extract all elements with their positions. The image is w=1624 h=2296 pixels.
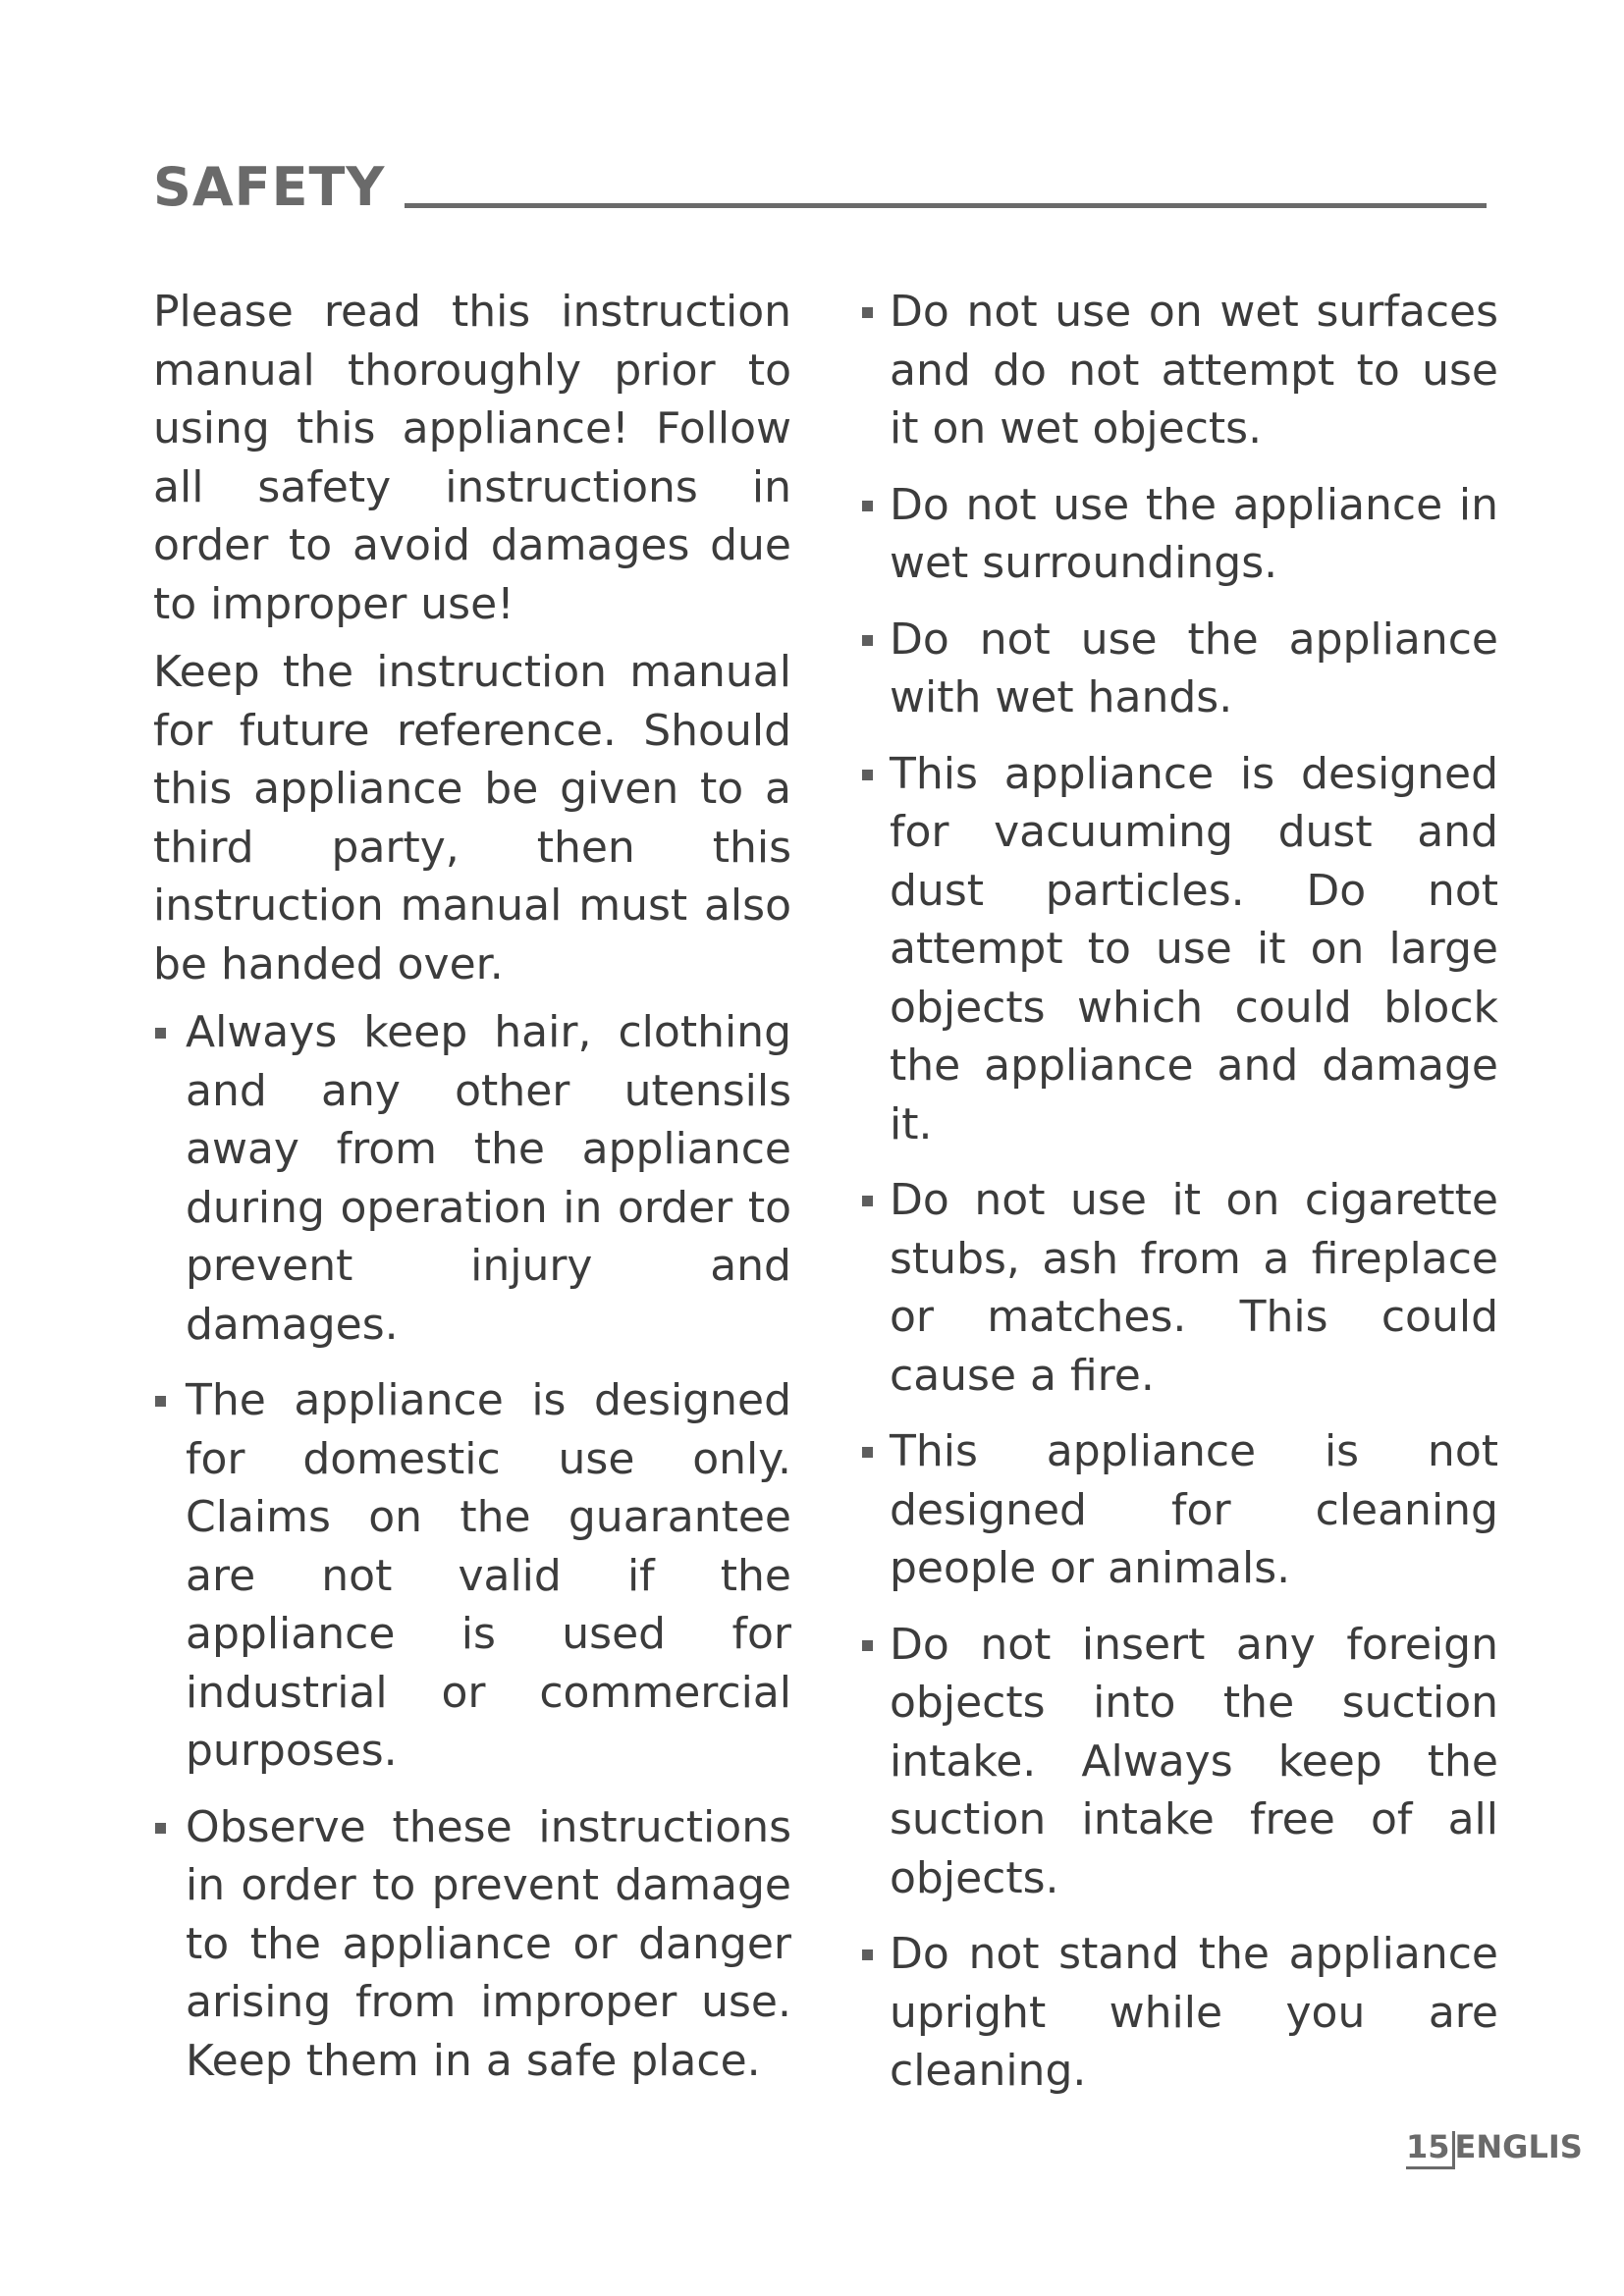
bullet-square-icon <box>862 1196 873 1206</box>
list-item-text: Do not insert any foreign objects into the suction intake. Always keep the suction intake free of all objects. <box>890 1619 1498 1903</box>
bullet-square-icon <box>862 1640 873 1651</box>
language-label: ENGLIS <box>1454 2127 1583 2165</box>
list-item-text: Do not use the appliance with wet hands. <box>890 614 1498 722</box>
bullet-square-icon <box>862 1949 873 1960</box>
list-item-text: Observe these instructions in order to prevent damage to the appliance or danger arising from improper use. Keep them in a safe place. <box>186 1801 791 2086</box>
page-footer <box>1406 2120 1583 2179</box>
bullet-square-icon <box>155 1396 166 1407</box>
bullet-square-icon <box>862 770 873 780</box>
left-column <box>153 283 791 2108</box>
page-title: SAFETY <box>153 156 386 218</box>
list-item <box>860 611 1498 727</box>
list-item-text: Always keep hair, clothing and any other utensils away from the appliance during operation in order to prevent injury and damages. <box>186 1007 791 1350</box>
list-item-text: Do not use on wet surfaces and do not attempt to use it on wet objects. <box>890 287 1498 454</box>
list-item <box>860 745 1498 1154</box>
intro-paragraph: Keep the instruction manual for future reference. Should this appliance be given to a third party, then this instruction manual must also be handed over. <box>153 647 791 989</box>
list-item-text: The appliance is designed for domestic use only. Claims on the guarantee are not valid if the appliance is used for industrial or commercial purposes. <box>186 1375 791 1776</box>
page-header <box>153 145 1487 218</box>
bullet-square-icon <box>155 1823 166 1834</box>
list-item <box>860 283 1498 458</box>
list-item-text: Do not use the appliance in wet surroundings. <box>890 479 1498 588</box>
bullet-square-icon <box>862 501 873 511</box>
list-item <box>153 1371 791 1781</box>
list-item <box>860 1422 1498 1598</box>
list-item <box>860 1616 1498 1908</box>
bullet-square-icon <box>155 1028 166 1039</box>
right-column <box>860 283 1498 2118</box>
bullet-square-icon <box>862 1447 873 1458</box>
list-item <box>153 1003 791 1354</box>
list-item-text: Do not stand the appliance upright while you are cleaning. <box>890 1929 1498 2096</box>
list-item <box>860 1925 1498 2101</box>
bullet-square-icon <box>862 635 873 646</box>
intro-paragraph: Please read this instruction manual thoroughly prior to using this appliance! Follow all safety instructions in order to avoid damages due to improper use! <box>153 287 791 629</box>
list-item-text: This appliance is not designed for cleaning people or animals. <box>890 1426 1498 1593</box>
list-item <box>153 1798 791 2091</box>
list-item-text: This appliance is designed for vacuuming dust and dust particles. Do not attempt to use it on large objects which could block the appliance and damage it. <box>890 748 1498 1149</box>
list-item <box>860 1171 1498 1405</box>
header-rule <box>405 203 1487 208</box>
list-item <box>860 476 1498 593</box>
bullet-square-icon <box>862 307 873 318</box>
list-item-text: Do not use it on cigarette stubs, ash from a fireplace or matches. This could cause a fire. <box>890 1175 1498 1401</box>
page-number: 15 <box>1406 2131 1455 2169</box>
